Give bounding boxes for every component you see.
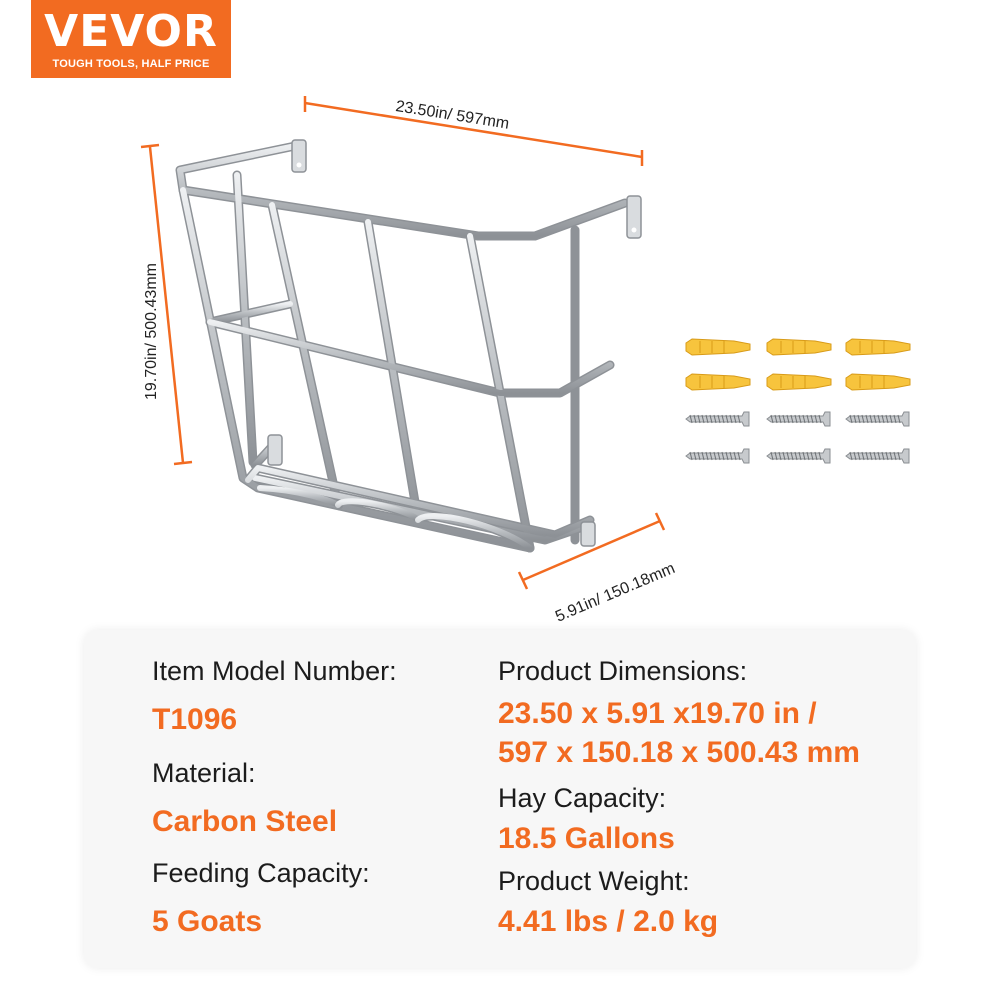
screw (686, 412, 749, 426)
wall-anchor-icon (686, 339, 910, 390)
wall-anchor (686, 339, 750, 355)
logo-brand: VEVOR (44, 6, 218, 57)
depth-dimension-label: 5.91in/ 150.18mm (553, 559, 678, 626)
model-label: Item Model Number: (152, 656, 397, 686)
screw (846, 412, 909, 426)
dimensions-value-mm: 597 x 150.18 x 500.43 mm (498, 736, 860, 769)
material-value: Carbon Steel (152, 805, 338, 838)
height-dimension-label: 19.70in/ 500.43mm (143, 263, 160, 400)
wall-anchor (846, 374, 910, 390)
feeding-value: 5 Goats (152, 905, 263, 938)
screw (767, 412, 830, 426)
dimensions-value-in: 23.50 x 5.91 x19.70 in / (498, 697, 817, 730)
wall-anchor (767, 339, 831, 355)
wall-anchor (686, 374, 750, 390)
logo-tagline: TOUGH TOOLS, HALF PRICE (52, 58, 210, 70)
hay-value: 18.5 Gallons (498, 822, 675, 855)
spec-panel (84, 630, 916, 968)
weight-label: Product Weight: (498, 866, 690, 896)
wall-anchor (767, 374, 831, 390)
dimensions-label: Product Dimensions: (498, 656, 748, 686)
model-value: T1096 (152, 703, 238, 736)
material-label: Material: (152, 758, 256, 788)
screw (686, 449, 749, 463)
hay-rack-frame (180, 140, 641, 548)
hay-label: Hay Capacity: (498, 783, 667, 813)
width-dimension-label: 23.50in/ 597mm (394, 98, 511, 133)
feeding-label: Feeding Capacity: (152, 858, 370, 888)
wall-anchor (846, 339, 910, 355)
screw (846, 449, 909, 463)
screw-icon (686, 412, 909, 463)
weight-value: 4.41 lbs / 2.0 kg (498, 905, 719, 938)
screw (767, 449, 830, 463)
